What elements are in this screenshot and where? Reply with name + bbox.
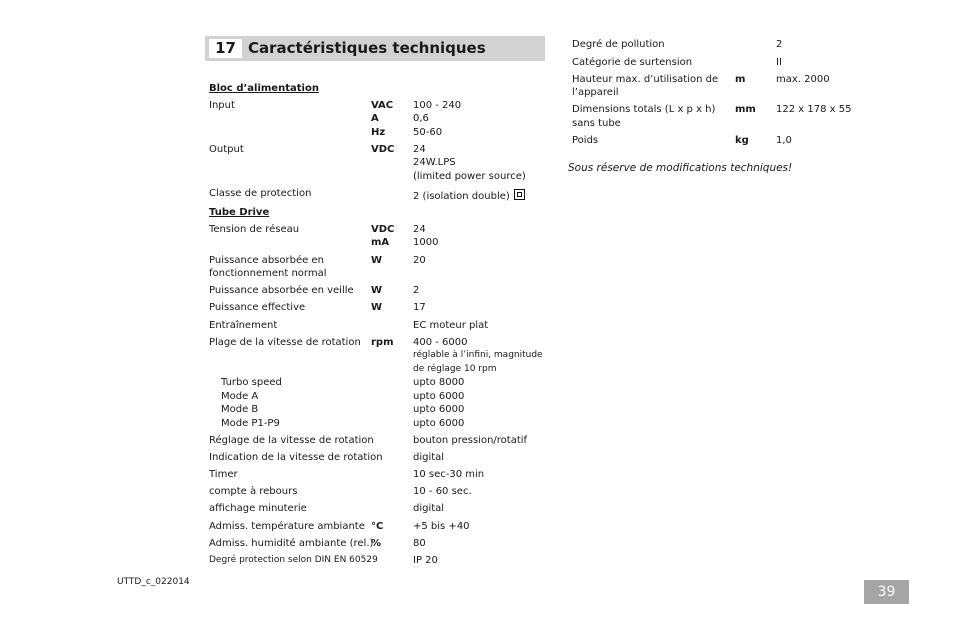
spec-label: fonctionnement normal: [209, 268, 327, 279]
spec-value: 122 x 178 x 55: [776, 104, 852, 115]
spec-value: 2: [776, 39, 783, 50]
mode-value: upto 6000: [413, 391, 465, 402]
mode-value: upto 6000: [413, 404, 465, 415]
spec-value: 100 - 240: [413, 100, 462, 111]
spec-value: 80: [413, 538, 426, 549]
spec-label: Dimensions totals (L x p x h): [572, 104, 716, 115]
spec-unit: mm: [735, 104, 756, 115]
spec-value: II: [776, 57, 782, 68]
spec-value: 2 (isolation double): [413, 191, 510, 202]
spec-value: 2: [413, 285, 420, 296]
section-header: [205, 36, 545, 61]
spec-label: Hauteur max. d’utilisation de: [572, 74, 719, 85]
disclaimer-note: Sous réserve de modifications techniques!: [568, 162, 793, 174]
page-number: 39: [864, 580, 909, 604]
spec-unit: mA: [371, 237, 390, 248]
spec-unit: °C: [371, 521, 384, 532]
spec-label: Plage de la vitesse de rotation: [209, 337, 361, 348]
spec-value: bouton pression/rotatif: [413, 435, 528, 446]
spec-label: compte à rebours: [209, 486, 298, 497]
spec-value: 1000: [413, 237, 439, 248]
spec-label: Puissance absorbée en: [209, 255, 324, 266]
document-code: UTTD_c_022014: [117, 577, 190, 587]
spec-label: sans tube: [572, 118, 621, 129]
spec-label: Output: [209, 144, 244, 155]
spec-value: réglable à l’infini, magnitude: [413, 350, 543, 360]
spec-label: Puissance effective: [209, 302, 306, 313]
spec-value: 1,0: [776, 135, 792, 146]
spec-value: (limited power source): [413, 171, 526, 182]
mode-label: Mode P1-P9: [221, 418, 280, 429]
spec-label: Degré de pollution: [572, 39, 665, 50]
spec-label: affichage minuterie: [209, 503, 307, 514]
spec-label: Tension de réseau: [209, 224, 300, 235]
spec-label: Entraînement: [209, 320, 278, 331]
spec-label: Degré protection selon DIN EN 60529: [209, 555, 378, 565]
spec-value: 24: [413, 144, 426, 155]
spec-unit: Hz: [371, 127, 386, 138]
spec-value: de réglage 10 rpm: [413, 364, 497, 374]
spec-value-row: [413, 189, 525, 203]
spec-value: 24: [413, 224, 426, 235]
spec-value: 20: [413, 255, 426, 266]
spec-unit: %: [371, 538, 382, 549]
spec-label: Admiss. humidité ambiante (rel.): [209, 538, 374, 549]
tube-drive-heading: Tube Drive: [209, 207, 270, 218]
spec-unit: VDC: [371, 144, 395, 155]
spec-value: 10 sec-30 min: [413, 469, 485, 480]
spec-value: 17: [413, 302, 426, 313]
spec-label: Poids: [572, 135, 599, 146]
spec-value: 10 - 60 sec.: [413, 486, 472, 497]
mode-label: Turbo speed: [221, 377, 282, 388]
spec-label: l’appareil: [572, 87, 619, 98]
mode-value: upto 8000: [413, 377, 465, 388]
spec-unit: W: [371, 255, 383, 266]
spec-unit: VDC: [371, 224, 395, 235]
spec-value: +5 bis +40: [413, 521, 470, 532]
spec-value: 50-60: [413, 127, 443, 138]
power-supply-heading: Bloc d’alimentation: [209, 83, 319, 94]
page-title: Caractéristiques techniques: [248, 39, 486, 57]
spec-label: Input: [209, 100, 235, 111]
spec-label: Puissance absorbée en veille: [209, 285, 354, 296]
spec-value: 24W.LPS: [413, 157, 456, 168]
spec-unit: VAC: [371, 100, 394, 111]
chapter-number: 17: [209, 39, 242, 58]
spec-value: IP 20: [413, 555, 438, 566]
spec-unit: m: [735, 74, 746, 85]
spec-value: 400 - 6000: [413, 337, 468, 348]
spec-value: EC moteur plat: [413, 320, 489, 331]
spec-label: Catégorie de surtension: [572, 57, 693, 68]
spec-label: Timer: [209, 469, 238, 480]
mode-value: upto 6000: [413, 418, 465, 429]
spec-value: digital: [413, 452, 445, 463]
spec-unit: rpm: [371, 337, 394, 348]
spec-value: 0,6: [413, 113, 429, 124]
mode-label: Mode A: [221, 391, 259, 402]
spec-label: Classe de protection: [209, 188, 312, 199]
spec-label: Réglage de la vitesse de rotation: [209, 435, 374, 446]
mode-label: Mode B: [221, 404, 259, 415]
spec-unit: W: [371, 285, 383, 296]
spec-value: max. 2000: [776, 74, 830, 85]
spec-unit: A: [371, 113, 379, 124]
double-insulation-icon: [514, 189, 525, 200]
spec-unit: kg: [735, 135, 749, 146]
spec-value: digital: [413, 503, 445, 514]
spec-unit: W: [371, 302, 383, 313]
spec-label: Indication de la vitesse de rotation: [209, 452, 383, 463]
spec-label: Admiss. température ambiante: [209, 521, 365, 532]
